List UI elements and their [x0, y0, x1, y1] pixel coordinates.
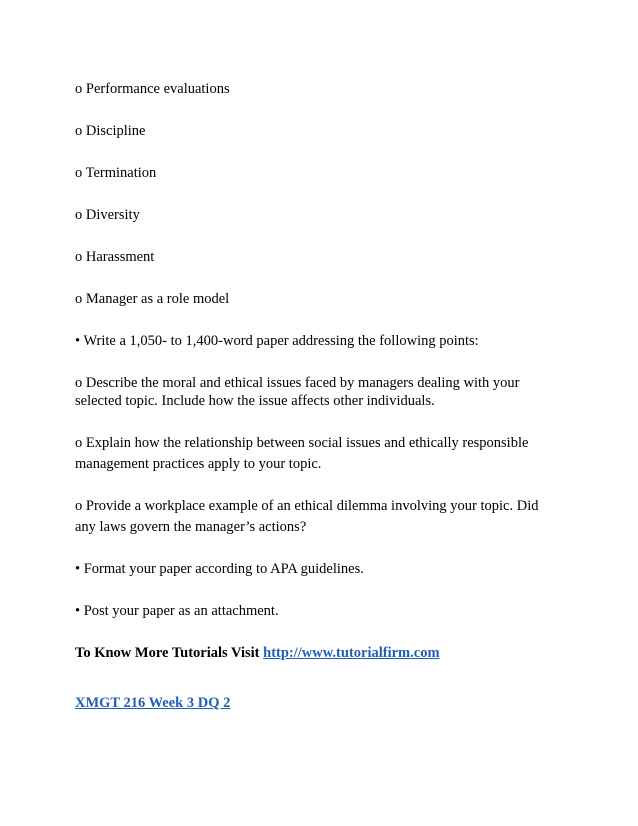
post-instruction: • Post your paper as an attachment. — [75, 603, 279, 619]
list-item-performance-evaluations: o Performance evaluations — [75, 81, 230, 97]
next-lesson-link[interactable]: XMGT 216 Week 3 DQ 2 — [75, 695, 231, 711]
list-item-manager-role-model: o Manager as a role model — [75, 291, 230, 307]
point-explain-line2: management practices apply to your topic. — [75, 456, 322, 472]
tutorials-line — [75, 644, 440, 662]
list-item-discipline: o Discipline — [75, 123, 146, 139]
tutorials-link[interactable]: http://www.tutorialfirm.com — [263, 645, 440, 661]
next-lesson-line — [75, 694, 230, 712]
point-explain-line1: o Explain how the relationship between social issues and ethically responsible — [75, 435, 529, 451]
point-example-line1: o Provide a workplace example of an ethical dilemma involving your topic. Did — [75, 498, 539, 514]
point-describe-line1: o Describe the moral and ethical issues faced by managers dealing with your — [75, 375, 520, 391]
list-item-harassment: o Harassment — [75, 249, 155, 265]
point-describe-line2: selected topic. Include how the issue affects other individuals. — [75, 393, 435, 409]
tutorials-label: To Know More Tutorials Visit — [75, 645, 264, 661]
format-instruction: • Format your paper according to APA guidelines. — [75, 561, 364, 577]
list-item-diversity: o Diversity — [75, 207, 140, 223]
point-example-line2: any laws govern the manager’s actions? — [75, 519, 307, 535]
list-item-termination: o Termination — [75, 165, 157, 181]
write-instruction: • Write a 1,050- to 1,400-word paper addressing the following points: — [75, 333, 479, 349]
